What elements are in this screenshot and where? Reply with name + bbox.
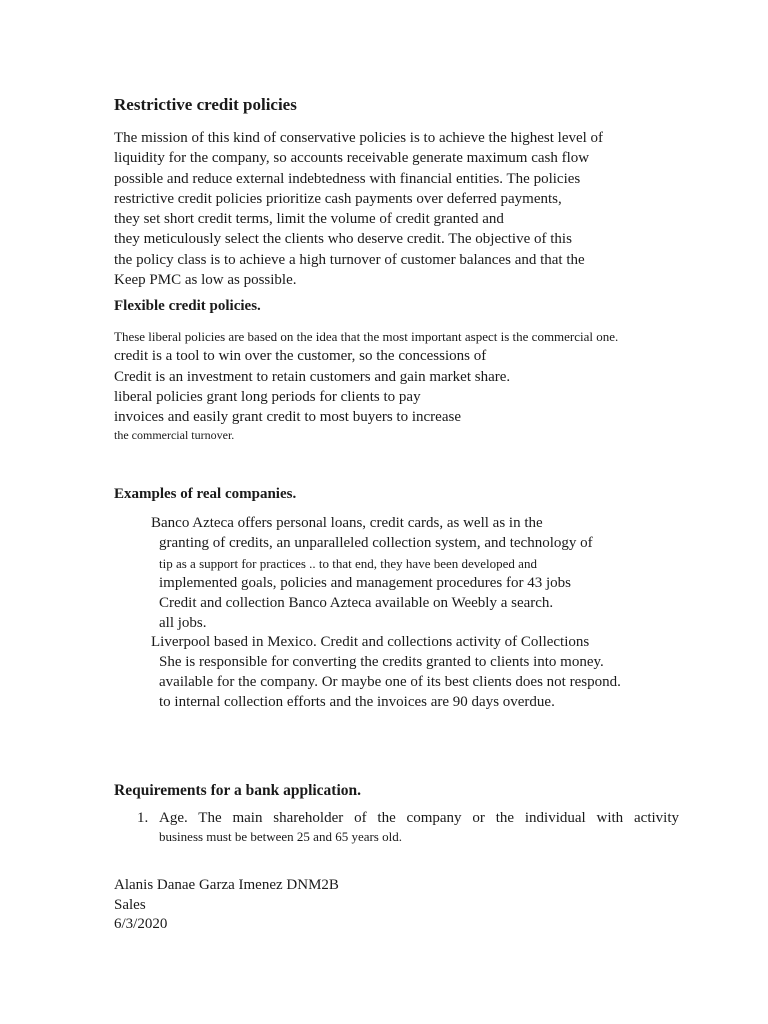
- text-line: restrictive credit policies prioritize cash payments over deferred payments,: [114, 190, 562, 207]
- text-line: liberal policies grant long periods for clients to pay: [114, 389, 421, 405]
- section-heading-restrictive: Restrictive credit policies: [114, 95, 297, 114]
- subject: Sales: [114, 896, 146, 913]
- text-line: invoices and easily grant credit to most buyers to increase: [114, 409, 461, 425]
- list-item: [137, 514, 621, 534]
- examples-list: [137, 514, 621, 713]
- paragraph-flexible: [114, 327, 618, 443]
- text-line: all jobs.: [159, 614, 207, 631]
- text-line: available for the company. Or maybe one of its best clients does not respond.: [159, 674, 621, 691]
- text-line: the policy class is to achieve a high turnover of customer balances and that the: [114, 251, 585, 268]
- signature-block: [114, 876, 339, 935]
- paragraph-restrictive: [114, 128, 603, 290]
- text-line: Credit and collection Banco Azteca available on Weebly a search.: [159, 594, 554, 611]
- text-line: liquidity for the company, so accounts receivable generate maximum cash flow: [114, 150, 590, 167]
- section-heading-requirements: Requirements for a bank application.: [114, 782, 362, 799]
- text-line: Keep PMC as low as possible.: [114, 272, 297, 289]
- text-line: The mission of this kind of conservative policies is to achieve the highest level of: [114, 130, 604, 146]
- section-heading-flexible: Flexible credit policies.: [114, 298, 261, 314]
- text-line: they meticulously select the clients who deserve credit. The objective of this: [114, 231, 572, 248]
- list-item-text: Banco Azteca offers personal loans, credit cards, as well as in the: [151, 515, 543, 531]
- text-line: These liberal policies are based on the idea that the most important aspect is the commercial one.: [114, 329, 619, 344]
- text-line: the commercial turnover.: [114, 428, 235, 442]
- section-heading-examples: Examples of real companies.: [114, 486, 297, 502]
- text-line: possible and reduce external indebtedness with financial entities. The policies: [114, 170, 581, 187]
- list-number: 1.: [137, 810, 149, 826]
- text-line: business must be between 25 and 65 years old.: [159, 829, 402, 844]
- list-item-text: Age. The main shareholder of the company or the individual with activity: [159, 810, 679, 826]
- list-item-text: Liverpool based in Mexico. Credit and collections activity of Collections: [151, 634, 590, 651]
- requirements-list: [137, 810, 679, 845]
- date: 6/3/2020: [114, 916, 168, 932]
- text-line: credit is a tool to win over the customer, so the concessions of: [114, 348, 487, 364]
- text-line: implemented goals, policies and management procedures for 43 jobs: [159, 574, 571, 591]
- list-item: [137, 633, 621, 653]
- text-line: to internal collection efforts and the invoices are 90 days overdue.: [159, 694, 555, 711]
- text-line: She is responsible for converting the credits granted to clients into money.: [159, 654, 604, 671]
- text-line: granting of credits, an unparalleled collection system, and technology of: [159, 534, 593, 551]
- text-line: Credit is an investment to retain customers and gain market share.: [114, 369, 511, 385]
- list-item: [137, 810, 679, 827]
- author-name: Alanis Danae Garza Imenez DNM2B: [114, 877, 339, 893]
- text-line: they set short credit terms, limit the volume of credit granted and: [114, 211, 504, 228]
- text-line: tip as a support for practices .. to that end, they have been developed and: [159, 555, 537, 571]
